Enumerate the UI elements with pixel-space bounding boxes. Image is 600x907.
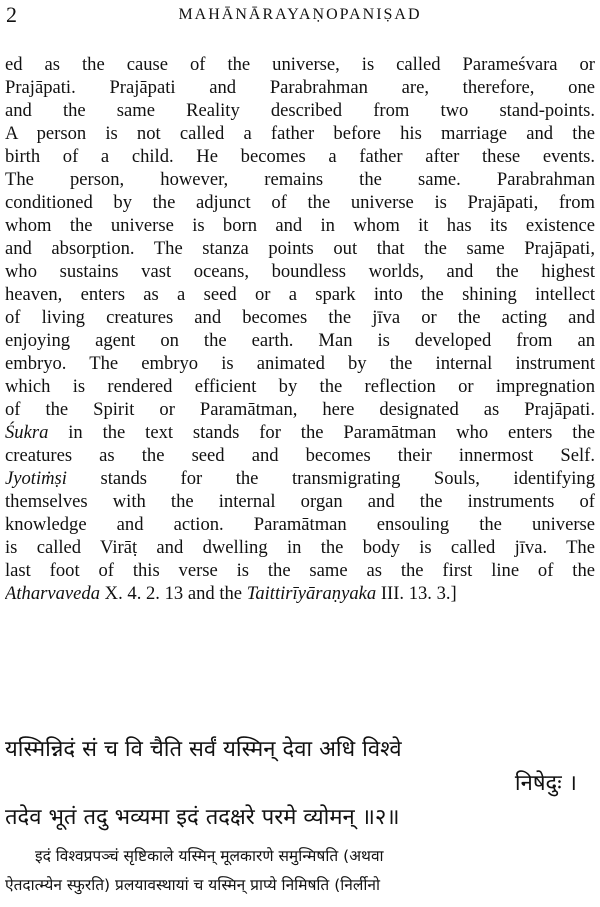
body-line: and the same Reality described from two stand-points.	[5, 100, 595, 121]
sanskrit-commentary	[5, 842, 595, 900]
body-line	[5, 467, 595, 490]
term-sukra: Śukra	[5, 422, 49, 443]
commentary-line: ऐतदात्म्येन स्फुरति) प्रलयावस्थायां च यस्मिन् प्राप्ये निमिषति (निर्लीनो	[5, 876, 380, 894]
body-text	[5, 53, 595, 605]
page-number: 2	[6, 2, 17, 27]
term-atharvaveda: Atharvaveda	[5, 583, 101, 604]
body-line	[5, 582, 595, 605]
body-line: creatures as the seed and becomes their innermost Self.	[5, 445, 595, 466]
running-title: MAHĀNĀRAYAṆOPANIṢAD	[178, 6, 422, 23]
body-line: knowledge and action. Paramātman ensouling the universe	[5, 514, 595, 535]
verse-line: निषेदुः ।	[514, 771, 577, 796]
commentary-line: इदं विश्वप्रपञ्चं सृष्टिकाले यस्मिन् मूलकारणे समुन्मिषति (अथवा	[35, 847, 384, 865]
body-line: A person is not called a father before his marriage and the	[5, 123, 595, 144]
body-line: ed as the cause of the universe, is called Parameśvara or	[5, 54, 595, 75]
body-line: is called Virāṭ and dwelling in the body is called jīva. The	[5, 537, 595, 558]
body-line: of the Spirit or Paramātman, here designated as Prajāpati.	[5, 399, 595, 420]
body-line: embryo. The embryo is animated by the internal instrument	[5, 353, 595, 374]
body-line: The person, however, remains the same. Parabrahman	[5, 169, 595, 190]
body-line: whom the universe is born and in whom it has its existence	[5, 215, 595, 236]
body-line	[5, 421, 595, 444]
verse-line: यस्मिन्निदं सं च वि चैति सर्वं यस्मिन् देवा अधि विश्वे	[5, 737, 402, 762]
body-line: who sustains vast oceans, boundless worlds, and the highest	[5, 261, 595, 282]
body-line: enjoying agent on the earth. Man is developed from an	[5, 330, 595, 351]
page-header	[6, 2, 594, 32]
body-line-text: stands for the transmigrating Souls, identifying	[100, 468, 595, 489]
body-line-text: X. 4. 2. 13 and the	[104, 583, 243, 604]
body-line: of living creatures and becomes the jīva or the acting and	[5, 307, 595, 328]
body-line-text: in the text stands for the Paramātman who enters the	[68, 422, 595, 443]
body-line: last foot of this verse is the same as the first line of the	[5, 560, 595, 581]
body-line: conditioned by the adjunct of the universe is Prajāpati, from	[5, 192, 595, 213]
verse-line: तदेव भूतं तदु भव्यमा इदं तदक्षरे परमे व्योमन् ॥२॥	[5, 805, 400, 830]
term-jyotimsi: Jyotiṁṣi	[5, 468, 67, 489]
sanskrit-verse	[5, 733, 595, 835]
body-line: which is rendered efficient by the reflection or impregnation	[5, 376, 595, 397]
body-line: and absorption. The stanza points out that the same Prajāpati,	[5, 238, 595, 259]
body-line: heaven, enters as a seed or a spark into the shining intellect	[5, 284, 595, 305]
body-line-text: III. 13. 3.]	[380, 583, 457, 604]
body-line: birth of a child. He becomes a father after these events.	[5, 146, 595, 167]
body-line: themselves with the internal organ and the instruments of	[5, 491, 595, 512]
term-taittiriya: Taittirīyāraṇyaka	[246, 583, 377, 604]
body-line: Prajāpati. Prajāpati and Parabrahman are, therefore, one	[5, 77, 595, 98]
